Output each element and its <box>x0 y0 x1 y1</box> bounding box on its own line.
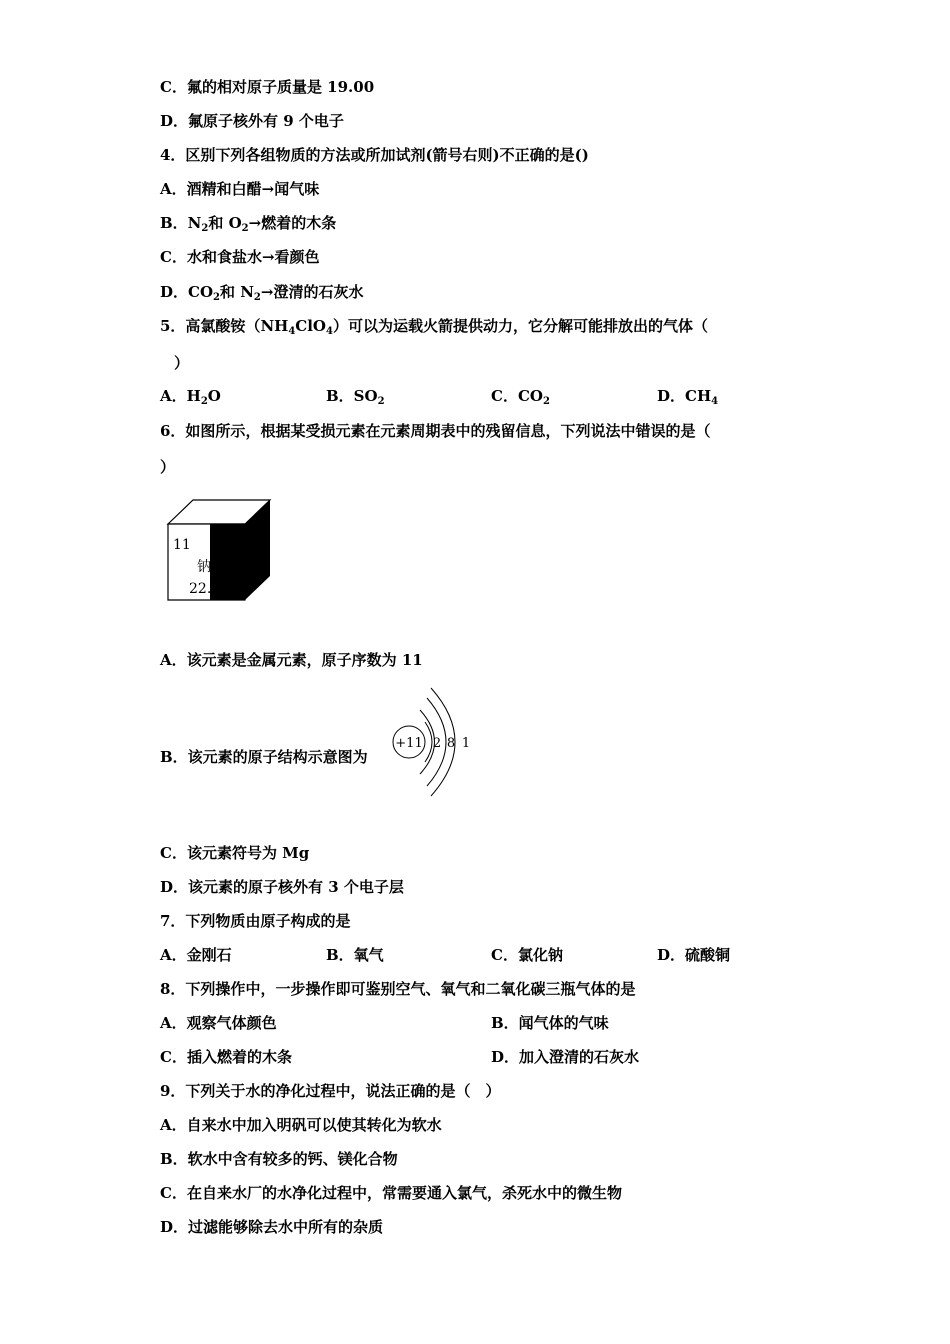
q6-option-c: C．该元素符号为 Mg <box>160 844 310 862</box>
q5-option-b: B．$SO_2$ <box>326 387 385 407</box>
q7-stem: 7．下列物质由原子构成的是 <box>160 912 351 930</box>
q5-option-c: C．$CO_2$ <box>491 387 550 407</box>
q6-stem-continuation: ） <box>160 458 176 476</box>
q8-option-c: C．插入燃着的木条 <box>160 1048 292 1066</box>
q6-option-a: A．该元素是金属元素，原子序数为 11 <box>160 651 423 669</box>
q8-option-b: B．闻气体的气味 <box>491 1014 609 1032</box>
q4-stem: 4．区别下列各组物质的方法或所加试剂(箭号右则)不正确的是() <box>160 146 589 164</box>
tile-atomic-mass: 22. <box>189 581 212 597</box>
q8-stem: 8．下列操作中，一步操作即可鉴别空气、氧气和二氧化碳三瓶气体的是 <box>160 980 636 998</box>
tile-element-name: 钠 <box>197 559 211 575</box>
q3-option-d: D．氟原子核外有 9 个电子 <box>160 112 344 130</box>
damaged-element-tile <box>163 496 275 604</box>
shell-electron-count: 2 <box>432 736 442 751</box>
q6-stem: 6．如图所示，根据某受损元素在元素周期表中的残留信息，下列说法中错误的是（ <box>160 422 711 440</box>
q9-option-d: D．过滤能够除去水中所有的杂质 <box>160 1218 384 1236</box>
atomic-structure-diagram <box>387 682 477 802</box>
q8-option-a: A．观察气体颜色 <box>160 1014 277 1032</box>
shell-electron-count: 1 <box>461 736 471 751</box>
q5-option-d: D．$CH_4$ <box>657 387 719 407</box>
q9-option-c: C．在自来水厂的水净化过程中，常需要通入氯气，杀死水中的微生物 <box>160 1184 622 1202</box>
q5-stem-continuation: ） <box>174 354 190 372</box>
q3-option-c: C．氟的相对原子质量是 19.00 <box>160 78 375 96</box>
q7-option-d: D．硫酸铜 <box>657 946 731 964</box>
electron-shell-arc-1 <box>425 722 432 762</box>
tile-atomic-number: 11 <box>173 537 191 553</box>
q4-option-d: D．$CO_2$和 $N_2\to$澄清的石灰水 <box>160 283 364 303</box>
q7-option-b: B．氧气 <box>326 946 384 964</box>
q9-option-a: A．自来水中加入明矾可以使其转化为软水 <box>160 1116 442 1134</box>
q5-option-a: A．$H_2O$ <box>160 387 221 407</box>
q6-option-b: B．该元素的原子结构示意图为 <box>160 748 368 766</box>
q5-stem: 5．高氯酸铵$(NH_4ClO_4)$可以为运载火箭提供动力，它分解可能排放出的气体（ <box>160 317 708 337</box>
q8-option-d: D．加入澄清的石灰水 <box>491 1048 640 1066</box>
q6-option-d: D．该元素的原子核外有 3 个电子层 <box>160 878 404 896</box>
q4-option-c: C．水和食盐水→看颜色 <box>160 248 320 266</box>
q9-option-b: B．软水中含有较多的钙、镁化合物 <box>160 1150 398 1168</box>
q4-option-a: A．酒精和白醋→闻气味 <box>160 180 320 198</box>
nucleus-charge: +11 <box>395 736 423 751</box>
q7-option-c: C．氯化钠 <box>491 946 563 964</box>
q7-option-a: A．金刚石 <box>160 946 232 964</box>
q4-option-b: B．$N_2$和 $O_2\to$燃着的木条 <box>160 214 337 234</box>
q9-stem: 9．下列关于水的净化过程中，说法正确的是（ ） <box>160 1082 501 1100</box>
shell-electron-count: 8 <box>446 736 456 751</box>
